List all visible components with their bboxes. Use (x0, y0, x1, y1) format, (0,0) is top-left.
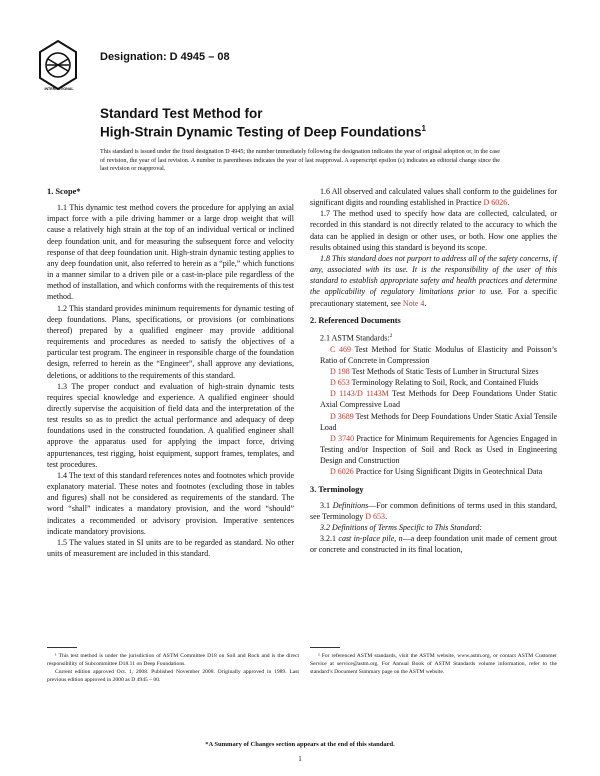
ref-item (310, 388, 557, 410)
ref-code[interactable]: D 6026 (330, 467, 354, 477)
footnote-1b: Current edition approved Oct. 1, 2008. Published November 2008. Originally approved in 1989. Last previous edition approved in 2000 as D 4945 – 00. (47, 669, 299, 684)
para-3-2-1-italic: cast in-place pile, n (338, 534, 403, 544)
para-1-6-text: 1.6 All observed and calculated values shall conform to the guidelines for significant digits and rounding established in Practice (310, 187, 557, 208)
ref-code[interactable]: D 3689 (330, 411, 354, 421)
para-1-3: 1.3 The proper conduct and evaluation of high-strain dynamic tests requires special knowledge and experience. A qualified engineer should directly supervise the acquisition of field data and the interpretation of the test results so as to predict the actual performance and adequacy of deep foundations used in the constructed foundation. A qualified engineer shall approve the apparatus used for applying the impact force, driving appurtenances, test rigging, hoist equipment, support frames, templates, and test procedures. (47, 381, 294, 469)
para-1-8-end: . (424, 298, 427, 308)
designation: Designation: D 4945 – 08 (100, 51, 230, 63)
title-line-1: Standard Test Method for (100, 106, 263, 121)
footnote-right (310, 652, 557, 676)
para-3-2-text: 3.2 Definitions of Terms Specific to This Standard: (320, 523, 483, 533)
para-1-8-rest: For a specific precautionary statement, see (310, 287, 557, 308)
para-1-6-end: . (507, 198, 510, 208)
logo-caption: INTERNATIONAL (44, 87, 74, 91)
summary-of-changes-note: *A Summary of Changes section appears at the end of this standard. (205, 741, 395, 748)
para-3-2-1 (310, 533, 557, 555)
para-3-1 (310, 500, 557, 522)
reference-list (310, 344, 557, 478)
astm-logo-icon (38, 40, 78, 90)
ref-text: Practice for Minimum Requirements for Agencies Engaged in Testing and/or Inspection of Soil and Rock as Used in Engineering Design and Construction (320, 433, 557, 466)
footnote-rule-left (47, 647, 77, 648)
ref-text: Test Method for Static Modulus of Elasticity and Poisson’s Ratio of Concrete in Compression (320, 344, 557, 365)
left-column (47, 186, 294, 559)
ref-item (310, 344, 557, 366)
ref-code[interactable]: D 653 (330, 378, 350, 388)
ref-code[interactable]: C 469 (330, 344, 352, 354)
ref-text: Test Methods of Static Tests of Lumber in Structural Sizes (349, 367, 539, 376)
ref-code[interactable]: D 198 (330, 367, 350, 376)
right-column (310, 186, 557, 556)
ref-item (310, 411, 557, 433)
para-3-2-1-text: —a deep foundation unit made of cement grout or concrete and constructed in its final location, (310, 534, 558, 555)
para-2-1-text: 2.1 ASTM Standards: (320, 333, 390, 343)
para-2-1-mark: 2 (389, 332, 393, 339)
title-line-2-text: High-Strain Dynamic Testing of Deep Foundations (100, 124, 422, 140)
para-3-1-italic: Definitions (332, 500, 369, 510)
para-3-1-end: . (385, 511, 388, 521)
section-3-heading: 3. Terminology (310, 484, 364, 494)
para-1-6 (310, 186, 557, 208)
ref-text: Terminology Relating to Soil, Rock, and Contained Fluids (349, 378, 539, 388)
footnote-left (47, 652, 299, 684)
para-3-2-1-num: 3.2.1 (320, 534, 339, 544)
ref-item (310, 466, 557, 477)
para-1-1: 1.1 This dynamic test method covers the procedure for applying an axial impact force with a pile driving hammer or a large drop weight that will cause a relatively high strain at the top of an individual vertical or inclined deep foundation unit, and for measuring the subsequent force and velocity response of that deep foundation unit. High-strain dynamic testing applies to any deep foundation unit, also referred to herein as a “pile,” which functions in a manner similar to a driven pile or a cast-in-place pile regardless of the method of installation, and which conforms with the requirements of this test method. (47, 203, 294, 302)
ref-text: Practice for Using Significant Digits in Geotechnical Data (353, 467, 543, 477)
page-number: 1 (298, 755, 302, 763)
ref-code[interactable]: D 1143/D 1143M (330, 389, 389, 399)
title-line-2 (100, 121, 426, 140)
ref-item (310, 433, 557, 466)
para-1-4: 1.4 The text of this standard references notes and footnotes which provide explanatory material. These notes and footnotes (excluding those in tables and figures) shall not be considered as requirements of the standard. The word “shall” indicates a mandatory provision, and the word “should” indicates a recommended or advisory provision. Imperative sentences indicate mandatory provisions. (47, 470, 294, 536)
ref-text: Test Methods for Deep Foundations Under Static Axial Tensile Load (320, 411, 558, 432)
link-d6026[interactable]: D 6026 (483, 198, 508, 208)
page-title (100, 106, 426, 140)
para-1-5: 1.5 The values stated in SI units are to be regarded as standard. No other units of measurement are included in this standard. (47, 537, 294, 558)
footnote-2: ² For referenced ASTM standards, visit the ASTM website, www.astm.org, or contact ASTM Customer Service at service@astm.org. For Annual Book of ASTM Standards volume information, refer to the standard’s Document Summary page on the ASTM website. (310, 653, 557, 676)
footnote-1a: ¹ This test method is under the jurisdiction of ASTM Committee D18 on Soil and Rock and is the direct responsibility of Subcommittee D18.11 on Deep Foundations. (47, 653, 299, 668)
section-2-heading: 2. Referenced Documents (310, 315, 401, 325)
ref-item (310, 366, 557, 377)
ref-text: Test Methods for Deep Foundations Under Static Axial Compressive Load (320, 389, 558, 410)
issuance-notice: This standard is issued under the fixed designation D 4945; the number immediately following the designation indicates the year of original adoption or, in the case of revision, the year of last revision. A number in parentheses indicates the year of last reapproval. A superscript epsilon (ε) indicates an editorial change since the last revision or reapproval. (100, 149, 500, 173)
para-3-1-num: 3.1 (320, 500, 333, 510)
para-3-1-text: —For common definitions of terms used in this standard, see Terminology (310, 500, 558, 521)
link-d653[interactable]: D 653 (365, 511, 386, 521)
para-1-2: 1.2 This standard provides minimum requirements for dynamic testing of deep foundations. Plans, specifications, or provisions (or combinations thereof) prepared by a qualified engineer may provide additional requirements and procedures as needed to satisfy the objectives of a particular test program. The engineer in responsible charge of the foundation design, referred to herein as the “Engineer”, shall approve any deviations, deletions, or additions to the requirements of this standard. (47, 303, 294, 380)
para-1-7: 1.7 The method used to specify how data are collected, calculated, or recorded in this standard is not directly related to the accuracy to which the data can be applied in design or other uses, or both. How one applies the results obtained using this standard is beyond its scope. (310, 209, 557, 252)
ref-item (310, 377, 557, 388)
para-3-2 (310, 522, 557, 533)
para-2-1 (310, 331, 557, 344)
section-1-heading: 1. Scope* (47, 187, 81, 196)
ref-code[interactable]: D 3740 (330, 433, 355, 443)
para-1-8-italic: 1.8 This standard does not purport to address all of the safety concerns, if any, associated with its use. It is the responsibility of the user of this standard to establish appropriate safety and health practices and determine the applicability of regulatory limitations prior to use. (310, 253, 557, 297)
footnote-rule-right (310, 647, 340, 648)
link-note-4[interactable]: Note 4 (402, 298, 425, 308)
para-1-8 (310, 253, 557, 309)
title-footnote-mark: 1 (421, 124, 426, 133)
